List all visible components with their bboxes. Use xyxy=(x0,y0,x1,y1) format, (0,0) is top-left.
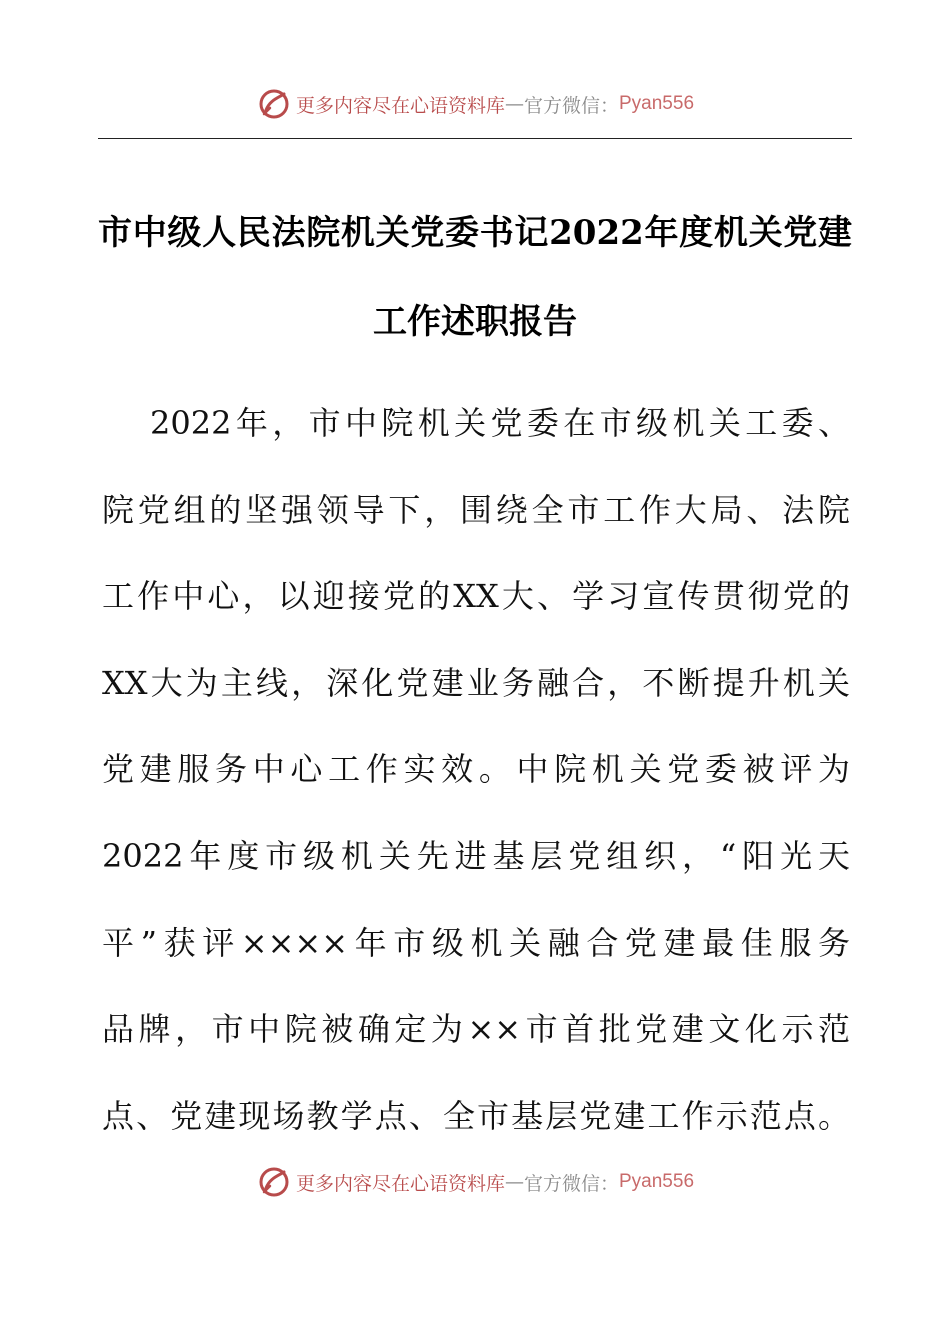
banner-wechat-label: 官方微信： xyxy=(523,94,619,117)
document-title-line-2: 工作述职报告 xyxy=(373,302,577,342)
body-line: XX大为主线，深化党建业务融合，不断提升机关 xyxy=(102,663,850,702)
body-line: 工作中心，以迎接党的XX大、学习宣传贯彻党的 xyxy=(102,577,850,616)
banner-wechat-handle: Pyan556 xyxy=(619,93,695,114)
body-line: 2022年，市中院机关党委在市级机关工委、 xyxy=(150,404,850,442)
body-line: 2022年度市级机关先进基层党组织，“阳光天 xyxy=(102,836,850,875)
pen-heart-logo-icon xyxy=(256,86,292,122)
document-body xyxy=(102,396,850,1175)
banner-brand-text: 更多内容尽在心语资料库 xyxy=(295,1172,505,1195)
banner-wechat-label: 官方微信： xyxy=(523,1172,619,1195)
banner-wechat-handle: Pyan556 xyxy=(619,1171,695,1192)
body-line: 平”获评××××年市级机关融合党建最佳服务 xyxy=(102,923,850,962)
header-banner xyxy=(0,84,950,124)
banner-brand-text: 更多内容尽在心语资料库 xyxy=(295,94,505,117)
banner-dash: — xyxy=(504,1171,524,1193)
pen-heart-logo-icon xyxy=(256,1164,292,1200)
footer-banner xyxy=(0,1162,950,1202)
header-divider xyxy=(98,138,852,139)
document-title-line-1: 市中级人民法院机关党委书记2022年度机关党建 xyxy=(98,213,852,253)
banner-dash: — xyxy=(504,93,524,115)
body-line: 院党组的坚强领导下，围绕全市工作大局、法院 xyxy=(102,490,850,529)
body-line: 党建服务中心工作实效。中院机关党委被评为 xyxy=(102,750,850,789)
body-line: 点、党建现场教学点、全市基层党建工作示范点。 xyxy=(102,1096,850,1135)
body-line: 品牌，市中院被确定为××市首批党建文化示范 xyxy=(102,1010,850,1049)
